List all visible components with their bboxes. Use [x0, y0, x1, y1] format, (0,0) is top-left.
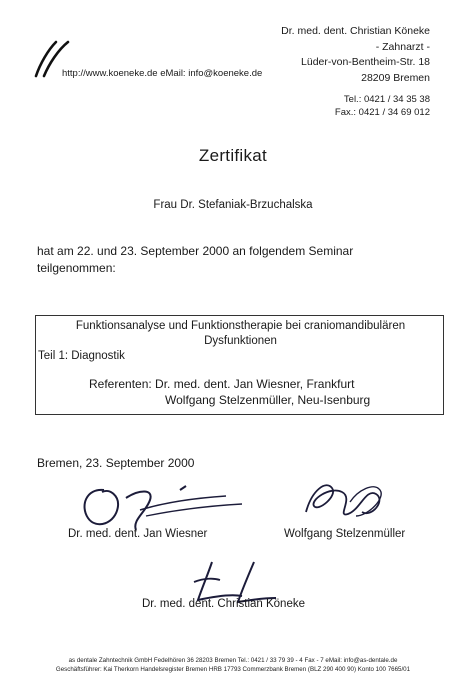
address-line: Dr. med. dent. Christian Köneke [281, 25, 430, 37]
fax: Fax.: 0421 / 34 69 012 [334, 107, 430, 118]
website-email-line: http://www.koeneke.de eMail: info@koeneke.de [62, 68, 263, 79]
seminar-box [35, 315, 444, 415]
address-line: 28209 Bremen [361, 71, 430, 84]
signature-name-wiesner: Dr. med. dent. Jan Wiesner [68, 528, 208, 540]
contact-numbers [335, 93, 430, 119]
referents-line: Wolfgang Stelzenmüller, Neu-Isenburg [165, 393, 371, 407]
certificate-title: Zertifikat [198, 146, 268, 165]
address-line: Lüder-von-Bentheim-Str. 18 [301, 56, 430, 68]
signature-name-stelzenmueller: Wolfgang Stelzenmüller [284, 528, 406, 540]
recipient-name: Frau Dr. Stefaniak-Brzuchalska [153, 199, 313, 211]
footer-company-line: as dentale Zahntechnik GmbH Fedelhören 36 28203 Bremen Tel.: 0421 / 33 79 39 - 4 Fax - 7 eMail: info@as-dentale.de [68, 657, 398, 664]
seminar-title-line: Funktionsanalyse und Funktionstherapie bei craniomandibulären [75, 320, 406, 332]
place-date: Bremen, 23. September 2000 [37, 456, 195, 470]
statement-line: hat am 22. und 23. September 2000 an folgendem Seminar [37, 244, 354, 258]
seminar-part: Teil 1: Diagnostik [38, 350, 125, 362]
referents-line: Referenten: Dr. med. dent. Jan Wiesner, Frankfurt [89, 377, 355, 391]
seminar-title-line: Dysfunktionen [204, 335, 277, 347]
signature-stelzenmueller-icon [296, 472, 396, 532]
address-line: - Zahnarzt - [375, 40, 430, 53]
practice-address [281, 24, 430, 86]
telephone: Tel.: 0421 / 34 35 38 [343, 94, 430, 105]
footer-registry-line: Geschäftsführer: Kai Therkorn Handelsregister Bremen HRB 17793 Commerzbank Bremen (BLZ 290 400 90) Konto 100 7665/01 [55, 666, 411, 673]
signature-name-koeneke: Dr. med. dent. Christian Köneke [142, 598, 305, 610]
attendance-statement [37, 243, 353, 277]
statement-line: teilgenommen: [37, 261, 116, 275]
